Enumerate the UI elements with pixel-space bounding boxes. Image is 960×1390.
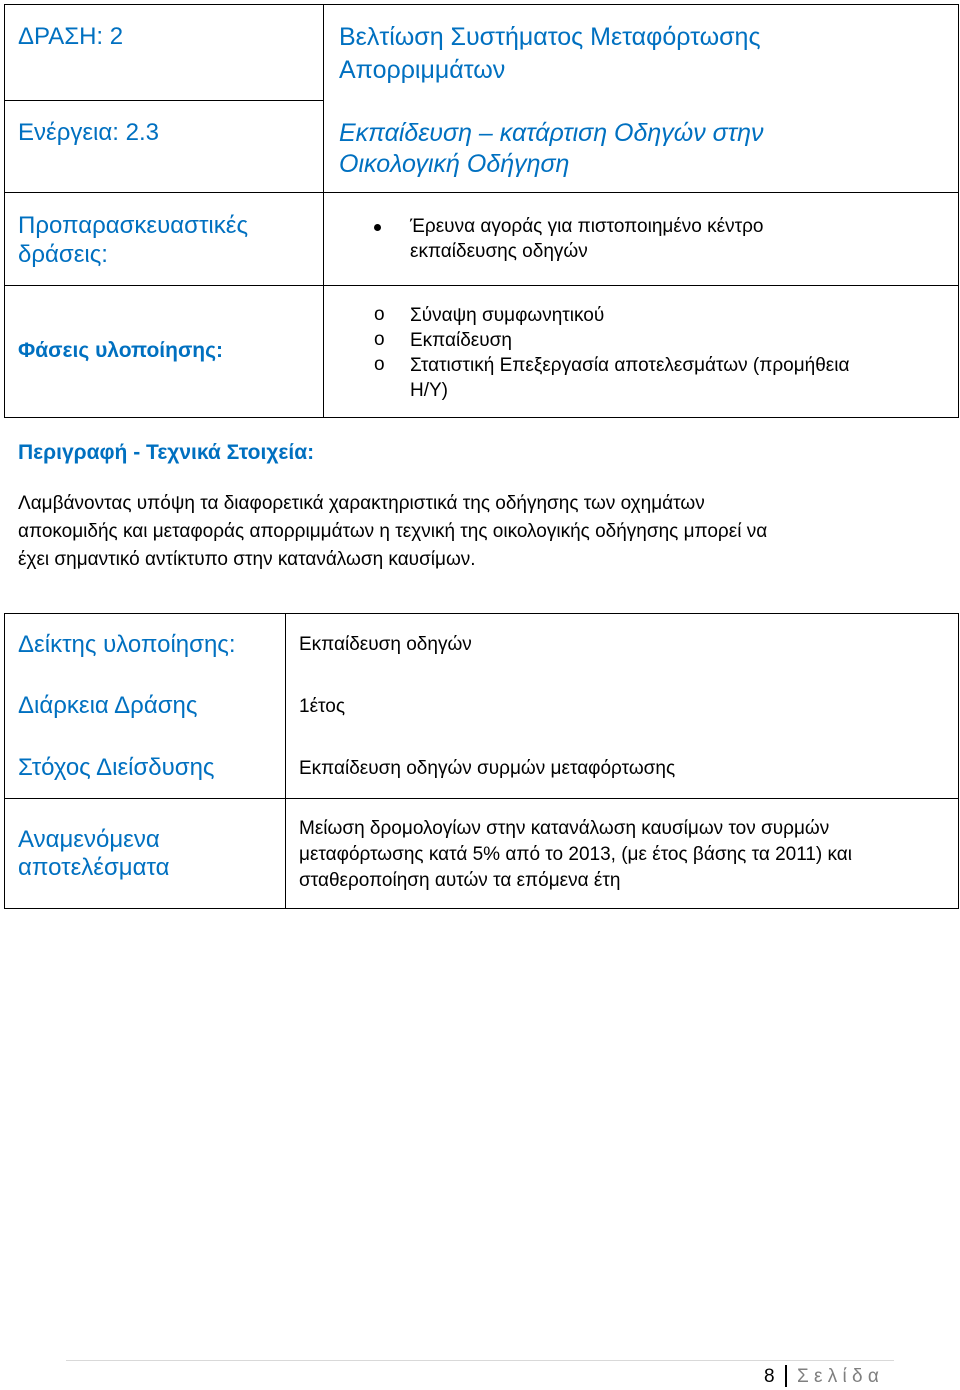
description-label: Περιγραφή - Τεχνικά Στοιχεία: xyxy=(18,441,315,464)
indicator-value: Εκπαίδευση οδηγών xyxy=(299,634,472,655)
preparatory-label: Προπαρασκευαστικές xyxy=(18,212,249,239)
results-label-continued: αποτελέσματα xyxy=(18,854,170,881)
table-row-divider xyxy=(4,192,959,193)
table-row-divider xyxy=(4,285,959,286)
table-row-divider xyxy=(4,100,323,101)
duration-value: 1έτος xyxy=(299,696,345,717)
preparatory-label-continued: δράσεις: xyxy=(18,241,108,268)
target-label: Στόχος Διείσδυσης xyxy=(18,754,215,781)
footer-rule xyxy=(66,1360,894,1361)
bullet-icon: o xyxy=(374,329,385,350)
bullet-icon: o xyxy=(374,304,385,325)
phases-label: Φάσεις υλοποίησης: xyxy=(18,339,224,362)
action-title: Βελτίωση Συστήματος Μεταφόρτωσης xyxy=(339,23,761,51)
table-col-divider xyxy=(323,4,324,418)
table-border-left xyxy=(4,4,5,418)
bullet-icon: o xyxy=(374,354,385,375)
description-text: Λαμβάνοντας υπόψη τα διαφορετικά χαρακτηριστικά της οδήγησης των οχημάτων xyxy=(18,493,705,514)
phase-item-continued: Η/Υ) xyxy=(410,380,448,401)
results-text: σταθεροποίηση αυτών τα επόμενα έτη xyxy=(299,870,621,891)
page-word: Σ ε λ ί δ α xyxy=(797,1366,879,1387)
action-label: ΔΡΑΣΗ: 2 xyxy=(18,23,124,50)
table-border-top xyxy=(4,4,959,5)
indicator-label: Δείκτης υλοποίησης: xyxy=(18,631,236,658)
preparatory-item: Έρευνα αγοράς για πιστοποιημένο κέντρο xyxy=(410,216,764,237)
table-border-bottom xyxy=(4,908,959,909)
results-label: Αναμενόμενα xyxy=(18,826,160,853)
table-row-divider xyxy=(4,798,959,799)
table-border-bottom xyxy=(4,417,959,418)
duration-label: Διάρκεια Δράσης xyxy=(18,692,198,719)
results-text: Μείωση δρομολογίων στην κατανάλωση καυσίμων τον συρμών xyxy=(299,818,830,839)
description-text: αποκομιδής και μεταφοράς απορριμμάτων η τεχνική της οικολογικής οδήγησης μπορεί να xyxy=(18,521,768,542)
activity-title: Εκπαίδευση – κατάρτιση Οδηγών στην xyxy=(339,119,764,147)
target-value: Εκπαίδευση οδηγών συρμών μεταφόρτωσης xyxy=(299,758,676,779)
table-border-top xyxy=(4,613,959,614)
phase-item: Στατιστική Επεξεργασία αποτελεσμάτων (προμήθεια xyxy=(410,355,850,376)
table-border-right xyxy=(958,613,959,909)
results-text: μεταφόρτωσης κατά 5% από το 2013, (με έτος βάσης τα 2011) και xyxy=(299,844,853,865)
phase-item: Εκπαίδευση xyxy=(410,330,512,351)
table-border-right xyxy=(958,4,959,418)
table-col-divider xyxy=(285,613,286,909)
description-text: έχει σημαντικό αντίκτυπο στην κατανάλωση καυσίμων. xyxy=(18,549,476,570)
table-border-left xyxy=(4,613,5,909)
phase-item: Σύναψη συμφωνητικού xyxy=(410,305,605,326)
footer-separator xyxy=(785,1365,787,1387)
activity-title-continued: Οικολογική Οδήγηση xyxy=(339,150,570,178)
page-number: 8 xyxy=(764,1366,775,1387)
activity-label: Ενέργεια: 2.3 xyxy=(18,119,159,146)
action-title-continued: Απορριμμάτων xyxy=(339,56,506,84)
preparatory-item-continued: εκπαίδευσης οδηγών xyxy=(410,241,588,262)
bullet-icon xyxy=(374,224,381,231)
